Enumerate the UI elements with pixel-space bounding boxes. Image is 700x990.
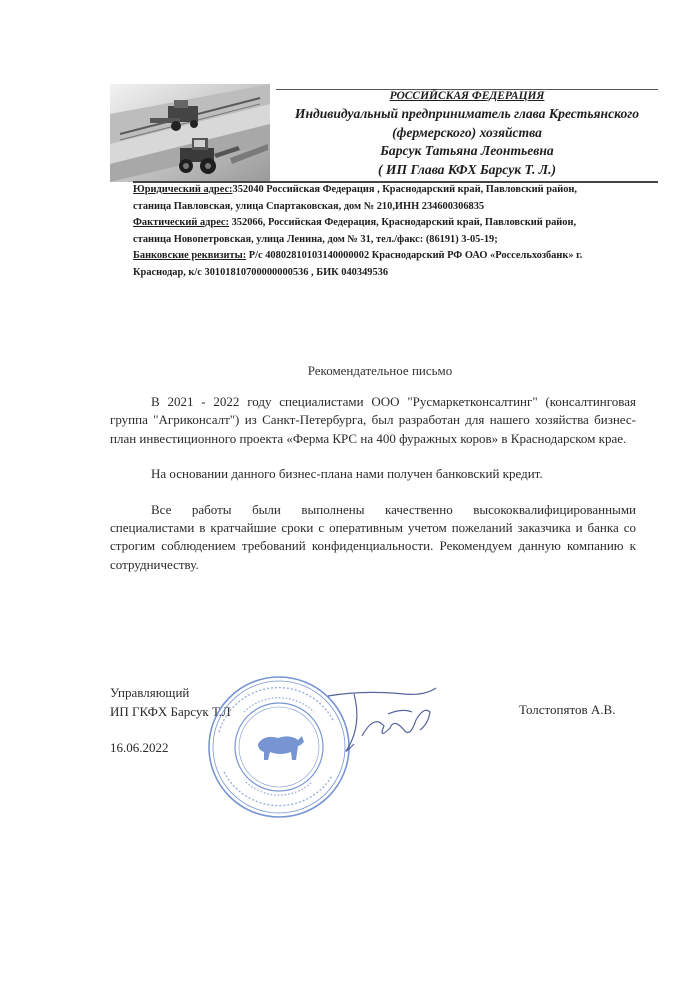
legal-address-label: Юридический адрес:: [133, 184, 233, 195]
actual-address-line-2: станица Новопетровская, улица Ленина, дом № 31, тел./факс: (86191) 3-05-19;: [133, 233, 498, 245]
actual-address-label: Фактический адрес:: [133, 217, 230, 229]
company-requisites: [133, 182, 658, 282]
bank-details-label: Банковские реквизиты:: [133, 250, 247, 262]
farm-machinery-logo: [110, 84, 270, 182]
header-line-1: Индивидуальный предприниматель глава Крестьянского: [294, 106, 640, 121]
letter-date: 16.06.2022: [110, 740, 169, 755]
letter-title: Рекомендательное письмо: [307, 363, 453, 378]
legal-address-line-2: станица Павловская, улица Спартаковская, дом № 210,ИНН 234600306835: [133, 200, 485, 212]
header-line-3: Барсук Татьяна Леонтьевна: [380, 143, 554, 158]
actual-address-text-1: 352066, Российская Федерация, Краснодарский край, Павловский район,: [229, 217, 577, 229]
letter-body: [110, 393, 636, 591]
body-paragraph-1: В 2021 - 2022 году специалистами ООО "Русмаркетконсалтинг" (консалтинговая группа "Агриконсалт") из Санкт-Петербурга, был разработан для нашего хозяйства бизнес-план инвестиционного проекта «Ферма КРС на 400 фуражных коров» в Краснодарском крае.: [110, 394, 636, 446]
legal-address-line-1: [133, 182, 658, 199]
signatory-position-1: Управляющий: [110, 685, 190, 700]
header-line-4: ( ИП Глава КФХ Барсук Т. Л.): [377, 161, 557, 177]
actual-address-line-1: [133, 215, 658, 232]
letterhead-title: [276, 88, 658, 179]
bank-details-line-2: Краснодар, к/с 30101810700000000536 , БИК 040349536: [133, 266, 389, 278]
header-line-2: (фермерского) хозяйства: [392, 124, 542, 140]
handwritten-signature: [324, 684, 444, 759]
body-paragraph-3: Все работы были выполнены качественно высококвалифицированными специалистами в кратчайшие сроки с оперативным учетом пожеланий заказчика и банка со строгим соблюдением требований конфиденциальности. Рекомендуем данную компанию к сотрудничеству.: [110, 501, 636, 572]
signatory-name: Толстопятов А.В.: [519, 702, 616, 717]
body-paragraph-2: На основании данного бизнес-плана нами получен банковский кредит.: [151, 466, 543, 482]
legal-address-text-1: 352040 Российская Федерация , Краснодарский край, Павловский район,: [232, 184, 577, 195]
bank-details-text-1: Р/с 40802810103140000002 Краснодарский РФ ОАО «Россельхозбанк» г.: [246, 250, 583, 262]
country-name: РОССИЙСКАЯ ФЕДЕРАЦИЯ: [389, 90, 545, 102]
signatory-position-2: ИП ГКФХ Барсук Т.Л: [110, 703, 231, 719]
bank-details-line-1: [133, 248, 658, 265]
